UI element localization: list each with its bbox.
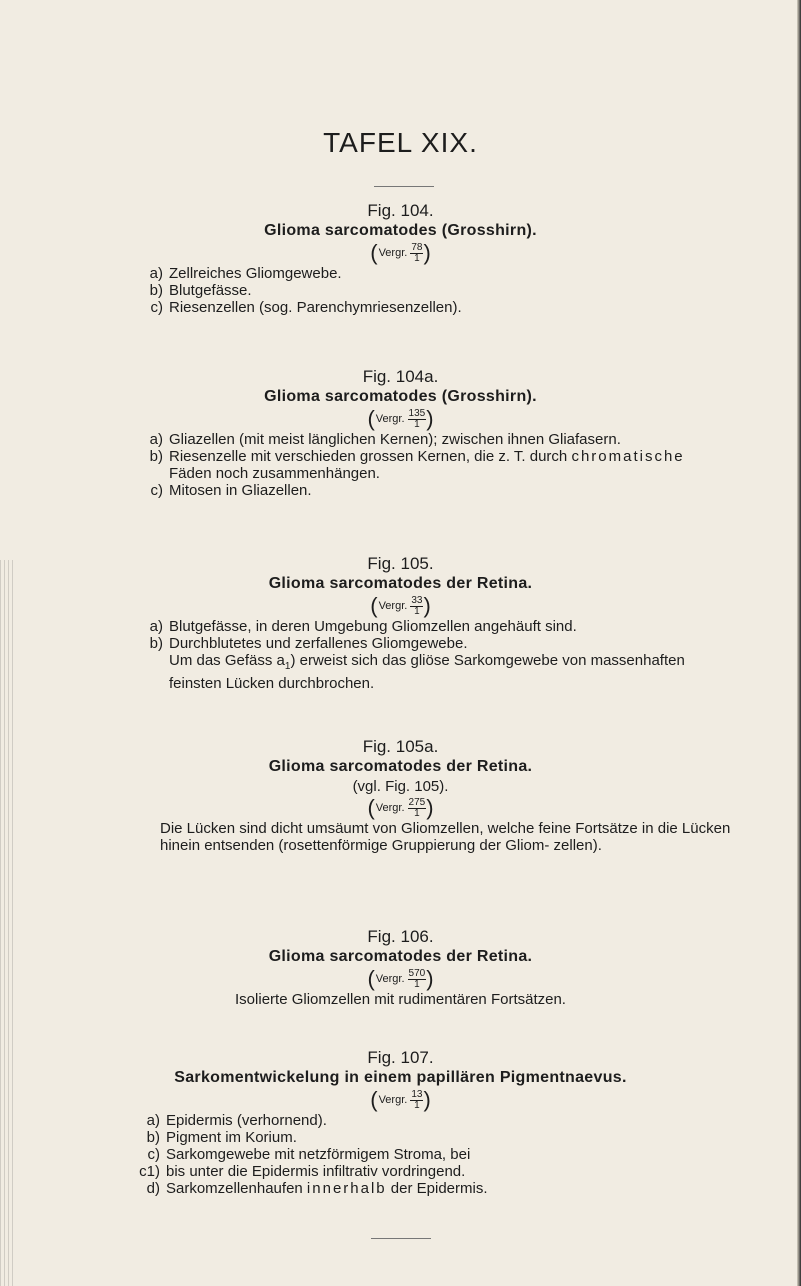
legend-item: c) Riesenzellen (sog. Parenchymriesenzellen).	[150, 299, 462, 316]
legend-item: a) Blutgefässe, in deren Umgebung Gliomzellen angehäuft sind.	[149, 618, 577, 635]
legend-item: a) Epidermis (verhornend).	[146, 1112, 327, 1129]
legend-item: b) Blutgefässe.	[149, 282, 252, 299]
magnification-fraction: $\frac{78}{1}$	[411, 241, 423, 264]
magnification-fraction: $\frac{275}{1}$	[408, 796, 426, 819]
figure-note: Um das Gefäss $a_1$) erweist sich das gliöse Sarkomgewebe von massenhaften feinsten Lücken durchbrochen.	[169, 652, 685, 692]
figure-title: Glioma sarcomatodes (Grosshirn).	[264, 388, 537, 405]
figure-title: Sarkomentwickelung in einem papillären Pigmentnaevus.	[174, 1069, 627, 1086]
legend-item: b) Durchblutetes und zerfallenes Gliomgewebe.	[149, 635, 468, 652]
figure-104	[0, 201, 801, 316]
magnification: ( Vergr. $\frac{135}{1}$ )	[367, 406, 434, 431]
plate-title: TAFEL XIX.	[323, 127, 478, 158]
legend-item: c) Mitosen in Gliazellen.	[150, 482, 312, 499]
magnification-fraction: $\frac{33}{1}$	[411, 594, 423, 617]
bottom-divider	[371, 1238, 431, 1239]
figure-title: Glioma sarcomatodes der Retina.	[268, 575, 533, 592]
legend-item: c1) bis unter die Epidermis infiltrativ vordringend.	[139, 1163, 466, 1180]
legend-list	[138, 618, 801, 652]
figure-paragraph: Die Lücken sind dicht umsäumt von Gliomzellen, welche feine Fortsätze in die Lücken hinein entsenden (rosettenförmige Gruppierung der Gliom- zellen).	[160, 820, 731, 854]
figure-number: Fig. 106.	[367, 927, 434, 946]
magnification-fraction: $\frac{13}{1}$	[411, 1088, 423, 1111]
legend-item: a) Zellreiches Gliomgewebe.	[149, 265, 342, 282]
magnification: ( Vergr. $\frac{570}{1}$ )	[367, 966, 434, 991]
legend-item: a) Gliazellen (mit meist länglichen Kernen); zwischen ihnen Gliafasern.	[149, 431, 621, 448]
figure-reference: (vgl. Fig. 105).	[352, 778, 449, 795]
magnification-fraction: $\frac{135}{1}$	[408, 407, 426, 430]
magnification: ( Vergr. $\frac{13}{1}$ )	[370, 1087, 431, 1112]
figure-107	[0, 1048, 801, 1197]
figure-number: Fig. 104.	[367, 201, 434, 220]
legend-item: b) Riesenzelle mit verschieden grossen Kernen, die z. T. durch chromatische Fäden noch zusammenhängen.	[149, 448, 685, 482]
magnification-fraction: $\frac{570}{1}$	[408, 967, 426, 990]
legend-list	[138, 265, 801, 316]
legend-item: b) Pigment im Korium.	[146, 1129, 297, 1146]
figure-106	[0, 927, 801, 1009]
figure-title: Glioma sarcomatodes der Retina.	[268, 948, 533, 965]
figure-title: Glioma sarcomatodes (Grosshirn).	[264, 222, 537, 239]
legend-list	[135, 1112, 801, 1197]
figure-number: Fig. 105a.	[362, 737, 439, 756]
legend-item: c) Sarkomgewebe mit netzförmigem Stroma, bei	[147, 1146, 471, 1163]
figure-104a	[0, 367, 801, 499]
figure-number: Fig. 104a.	[362, 367, 439, 386]
title-divider	[374, 186, 434, 187]
magnification: ( Vergr. $\frac{78}{1}$ )	[370, 240, 431, 265]
figure-caption-line: Isolierte Gliomzellen mit rudimentären Fortsätzen.	[235, 991, 566, 1008]
magnification: ( Vergr. $\frac{275}{1}$ )	[367, 795, 434, 820]
figure-number: Fig. 105.	[367, 554, 434, 573]
figure-105	[0, 554, 801, 692]
figure-number: Fig. 107.	[367, 1048, 434, 1067]
figure-105a	[0, 737, 801, 854]
figure-title: Glioma sarcomatodes der Retina.	[268, 758, 533, 775]
magnification: ( Vergr. $\frac{33}{1}$ )	[370, 593, 431, 618]
legend-list	[138, 431, 801, 499]
legend-item: d) Sarkomzellenhaufen innerhalb der Epidermis.	[146, 1180, 488, 1197]
